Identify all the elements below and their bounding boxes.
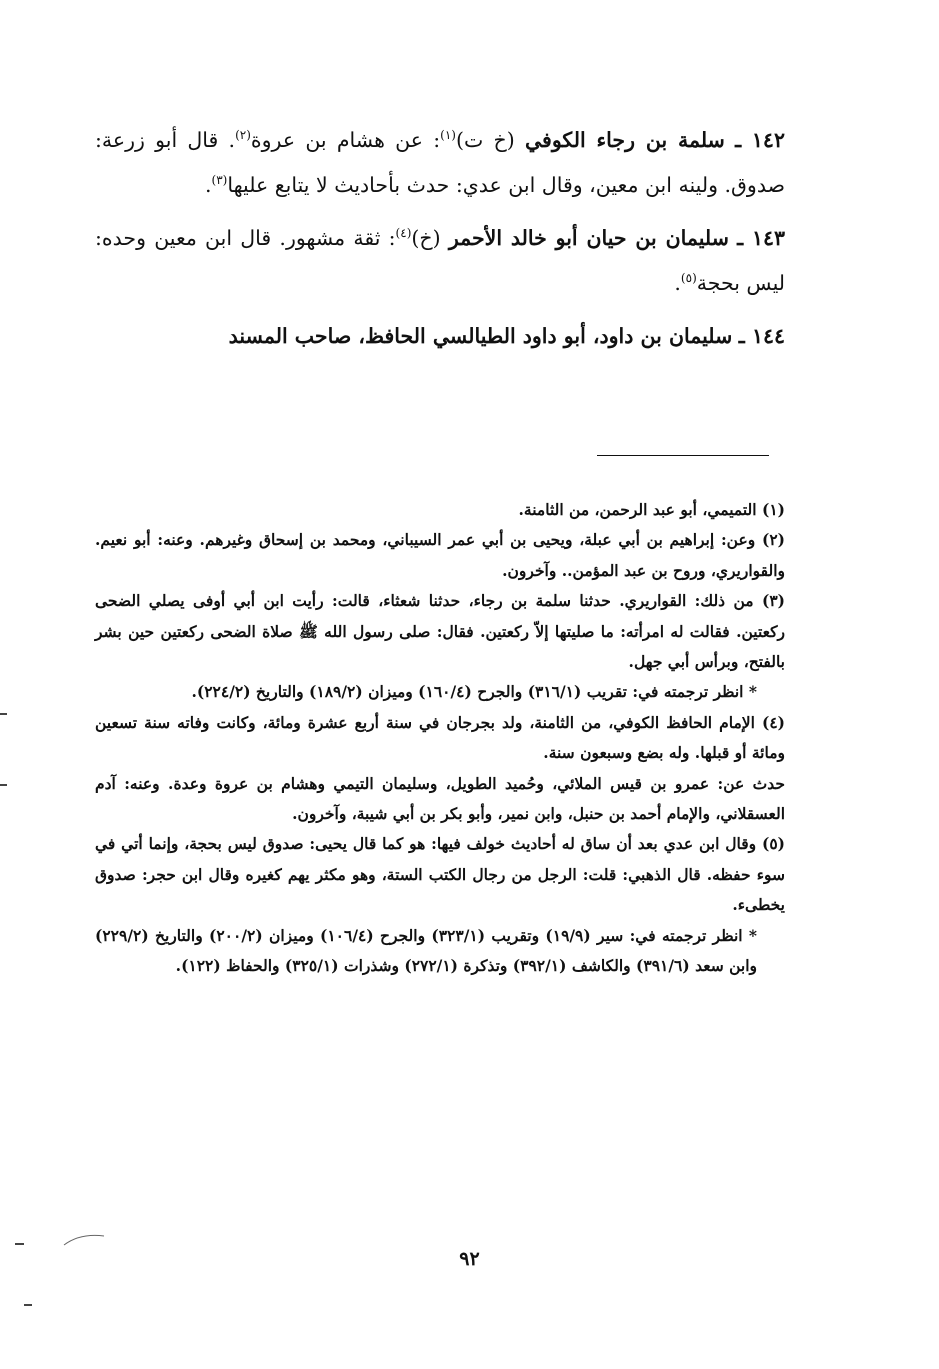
footnote-4-narrators: حدث عن: عمرو بن قيس الملائي، وحُميد الطويل، وسليمان التيمي وهشام بن عروة وعدة. وعنه: آدم العسقلاني، والإمام أحمد بن حنبل، وابن نمير، وأبو بكر بن أبي شيبة، وآخرون. bbox=[95, 773, 785, 824]
footnote-marker: (٢) bbox=[761, 530, 785, 550]
footnotes bbox=[95, 495, 785, 982]
footnote-text: وقال ابن عدي بعد أن ساق له أحاديث خولف فيها: هو كما قال يحيى: صدوق ليس بحجة، وإنما أتي في سوء حفظه. قال الذهبي: قلت: الرجل من رجال الكتب الستة، وهو مكثر يهم كغيره وقال ابن حجر: صدوق يخطىء. bbox=[95, 834, 785, 915]
footnote-2 bbox=[95, 525, 785, 586]
main-text bbox=[95, 118, 785, 367]
footnote-ref[interactable]: (٤) bbox=[395, 226, 412, 241]
scan-mark bbox=[0, 713, 7, 715]
scan-mark bbox=[0, 784, 7, 786]
footnote-3 bbox=[95, 586, 785, 677]
footnote-text: من ذلك: القواريري. حدثنا سلمة بن رجاء، حدثنا شعثاء، قالت: رأيت ابن أبي أوفى يصلي الضحى ركعتين. فقالت له امرأته: ما صليتها إلاّ ركعتين. فقال: صلى رسول الله ﷺ صلاة الضحى ركعتين حين بشر بالفتح، وبرأس أبي جهل. bbox=[95, 591, 785, 672]
footnote-separator bbox=[597, 455, 769, 456]
entry-144 bbox=[95, 314, 785, 359]
scan-mark bbox=[15, 1243, 24, 1245]
scan-mark bbox=[24, 1304, 32, 1306]
entry-142 bbox=[95, 118, 785, 208]
footnote-marker: (٤) bbox=[761, 712, 785, 732]
entry-number: ١٤٢ ـ bbox=[735, 128, 785, 152]
entry-name: سليمان بن داود، أبو داود الطيالسي الحافظ، صاحب المسند bbox=[228, 324, 733, 348]
footnote-marker: (١) bbox=[761, 500, 785, 519]
footnote-5-references: * انظر ترجمته في: سير (١٩/٩) وتقريب (٣٢٣/١) والجرح (١٠٦/٤) وميزان (٢٠٠/٢) والتاريخ (٢٢٩/٢) وابن سعد (٣٩١/٦) والكاشف (٣٩٢/١) وتذكرة (٢٧٢/١) وشذرات (٣٢٥/١) والحفاظ (١٢٢). bbox=[95, 925, 758, 976]
scan-smudge bbox=[62, 1230, 107, 1248]
entry-name: سليمان بن حيان أبو خالد الأحمر bbox=[448, 226, 729, 250]
footnote-ref[interactable]: (٥) bbox=[680, 271, 697, 286]
entry-text: (خ ت) bbox=[455, 128, 525, 152]
entry-143 bbox=[95, 216, 785, 306]
footnote-text: الإمام الحافظ الكوفي، من الثامنة، ولد بجرجان في سنة أربع عشرة ومائة، وكانت وفاته سنة تسعين ومائة أو قبلها. وله بضع وسبعون سنة. bbox=[95, 712, 785, 763]
footnote-5 bbox=[95, 829, 785, 920]
entry-number: ١٤٣ ـ bbox=[737, 226, 785, 250]
page-number: ٩٢ bbox=[459, 1248, 480, 1270]
footnote-text: وعن: إبراهيم بن أبي عبلة، ويحيى بن أبي عمر السيباني، ومحمد بن إسحاق وغيرهم. وعنه: أبو نعيم. والقواريري، وروح بن عبد المؤمن.. وآخرون. bbox=[95, 530, 785, 580]
entry-text: : عن هشام بن عروة bbox=[250, 128, 441, 152]
footnote-ref[interactable]: (٣) bbox=[211, 173, 228, 188]
entry-text: (خ) bbox=[411, 226, 449, 250]
footnote-marker: (٣) bbox=[761, 591, 785, 611]
footnote-4 bbox=[95, 708, 785, 769]
entry-number: ١٤٤ ـ bbox=[738, 324, 785, 348]
entry-text: . bbox=[674, 271, 681, 295]
footnote-1 bbox=[95, 495, 785, 525]
footnote-3-references: * انظر ترجمته في: تقريب (٣١٦/١) والجرح (١٦٠/٤) وميزان (١٨٩/٢) والتاريخ (٢٢٤/٢). bbox=[191, 682, 757, 702]
footnote-marker: (٥) bbox=[761, 834, 785, 854]
footnote-ref[interactable]: (٢) bbox=[235, 128, 251, 143]
entry-text: : ثقة مشهور. قال ابن معين وحده: ليس بحجة bbox=[95, 226, 785, 295]
entry-name: سلمة بن رجاء الكوفي bbox=[524, 128, 725, 152]
footnote-ref[interactable]: (١) bbox=[440, 128, 456, 143]
entry-text: . قال أبو زرعة: صدوق. ولينه ابن معين، وقال ابن عدي: حدث بأحاديث لا يتابع عليها bbox=[95, 128, 785, 197]
entry-text: . bbox=[204, 173, 212, 197]
footnote-text: التميمي، أبو عبد الرحمن، من الثامنة. bbox=[518, 500, 757, 519]
